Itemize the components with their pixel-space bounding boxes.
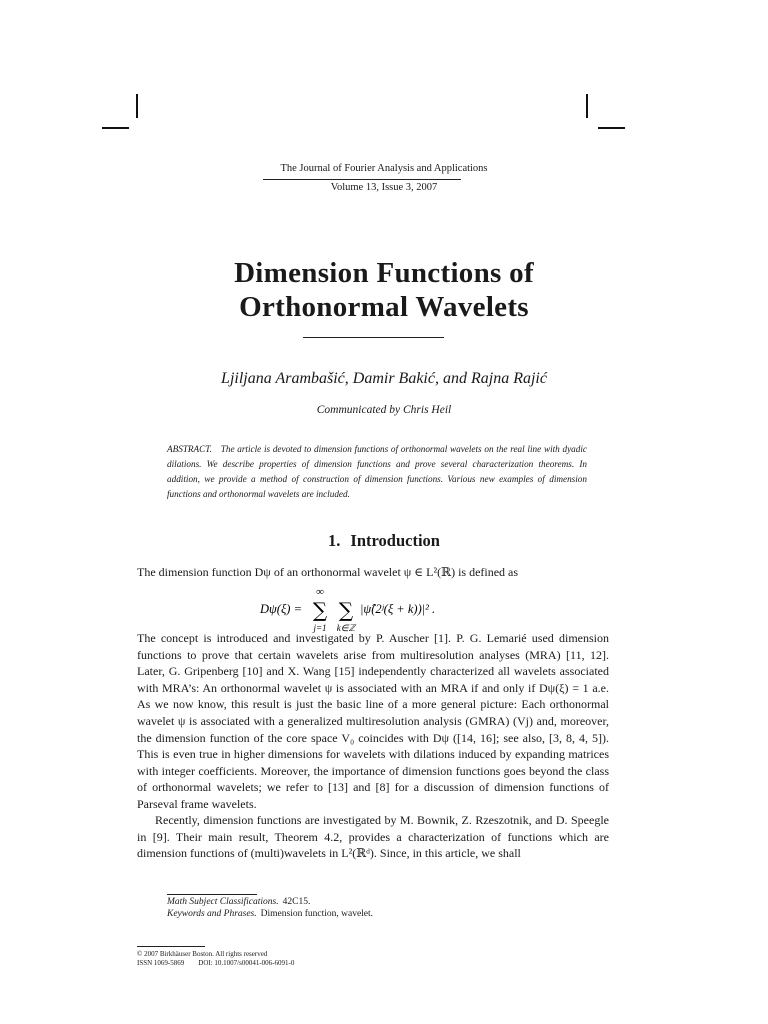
footnote-msc (167, 897, 310, 907)
intro-paragraph-2: Recently, dimension functions are investigated by M. Bownik, Z. Rzeszotnik, and D. Speegle in [9]. Their main result, Theorem 4.2, provides a characterization of functions which are dimension functions of (multi)wavelets in L²(ℝᵈ). Since, in this article, we shall (137, 813, 609, 861)
title-line-1: Dimension Functions of (234, 257, 534, 289)
section-heading (0, 531, 768, 551)
copyright-line: © 2007 Birkhäuser Boston. All rights reserved (137, 950, 268, 958)
abstract (167, 442, 587, 502)
paper-title (0, 256, 768, 324)
crop-mark-right-horizontal (598, 127, 625, 129)
msc-label: Math Subject Classifications. (167, 897, 279, 907)
crop-mark-left-vertical (136, 94, 138, 118)
title-line-2: Orthonormal Wavelets (239, 291, 529, 323)
formula-sum1-top: ∞ (316, 586, 324, 598)
crop-mark-right-vertical (586, 94, 588, 118)
doi: DOI: 10.1007/s00041-006-6091-0 (198, 959, 295, 967)
msc-value: 42C15. (282, 897, 311, 907)
section-number: 1. (328, 531, 341, 550)
title-rule (303, 337, 444, 338)
abstract-label: ABSTRACT. (167, 444, 213, 454)
journal-rule (263, 179, 461, 180)
formula-sum2-sign: ∑ (338, 598, 354, 622)
formula-sum1-bottom: j=1 (313, 623, 327, 633)
copyright-rule (137, 946, 205, 947)
journal-name: The Journal of Fourier Analysis and Applications (280, 163, 488, 174)
formula-sum2-bottom: k∈ℤ (336, 623, 356, 633)
communicated-by: Communicated by Chris Heil (316, 404, 452, 416)
intro-paragraph-1: The concept is introduced and investigated by P. Auscher [1]. P. G. Lemarié used dimension functions to prove that certain wavelets arise from multiresolution analyses (MRA) [11, 12]. Later, G. Gripenberg [10] and X. Wang [15] independently characterized all wavelets associated with MRA’s: An orthonormal wavelet ψ is associated with an MRA if and only if Dψ(ξ) = 1 a.e. As we now know, this result is just the basic line of a more general picture: Each orthonormal wavelet ψ is associated with a generalized multiresolution analysis (GMRA) (Vj) and, moreover, the dimension function of the core space V₀ coincides with Dψ ([14, 16]; see also, [3, 8, 4, 5]). This is even true in higher dimensions for wavelets with dilations induced by expanding matrices with integer coefficients. Moreover, the importance of dimension functions goes beyond the class of orthonormal wavelets; we refer to [13] and [8] for a discussion of dimension functions of Parseval frame wavelets. (137, 631, 609, 811)
keywords-value: Dimension function, wavelet. (260, 909, 374, 919)
dimension-function-formula (260, 586, 500, 634)
issn: ISSN 1069-5869 (137, 959, 185, 967)
formula-lhs: Dψ(ξ) = (260, 602, 303, 616)
footnote-keywords (167, 909, 373, 919)
intro-paragraph-0: The dimension function Dψ of an orthonormal wavelet ψ ∈ L²(ℝ) is defined as (137, 565, 519, 579)
authors: Ljiljana Arambašić, Damir Bakić, and Rajna Rajić (221, 370, 547, 387)
formula-sum1-sign: ∑ (312, 598, 328, 622)
crop-mark-left-horizontal (102, 127, 129, 129)
formula-body: |ψ̂(2ʲ(ξ + k))|² . (360, 602, 436, 616)
footnote-rule (167, 894, 257, 895)
identifiers-line (137, 959, 308, 967)
section-title: Introduction (350, 531, 440, 550)
journal-volume: Volume 13, Issue 3, 2007 (330, 182, 438, 193)
abstract-text: The article is devoted to dimension functions of orthonormal wavelets on the real line with dyadic dilations. We describe properties of dimension functions and prove several characterization theorems. In addition, we provide a method of construction of dimension functions. Various new examples of dimension functions and orthonormal wavelets are included. (167, 444, 587, 499)
keywords-label: Keywords and Phrases. (167, 909, 257, 919)
